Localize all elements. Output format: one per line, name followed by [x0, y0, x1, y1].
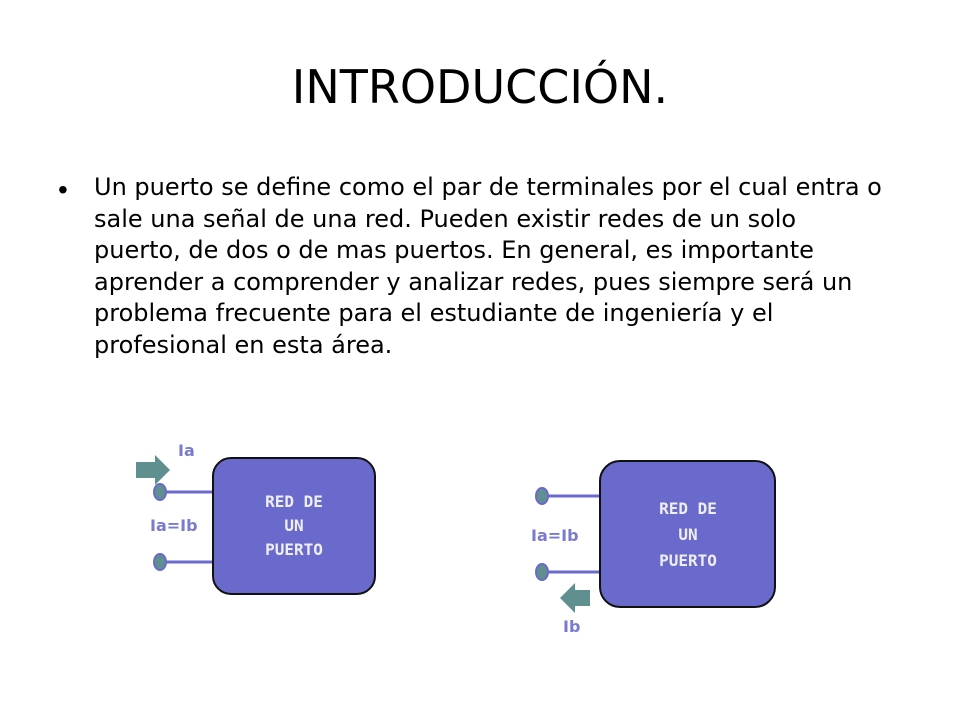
right-equation-label: Ia=Ib	[531, 526, 579, 545]
right-box-line-2: UN	[678, 525, 698, 544]
right-output-arrow-icon	[560, 583, 590, 613]
right-top-terminal-icon	[536, 488, 548, 504]
left-bottom-terminal-icon	[154, 554, 166, 570]
left-box-line-2: UN	[284, 516, 304, 535]
slide-title: INTRODUCCIÓN.	[291, 60, 669, 114]
left-box-line-3: PUERTO	[265, 540, 323, 559]
right-box-line-1: RED DE	[659, 499, 717, 518]
right-bottom-terminal-icon	[536, 564, 548, 580]
right-box-line-3: PUERTO	[659, 551, 717, 570]
left-box-line-1: RED DE	[265, 492, 323, 511]
right-current-label: Ib	[563, 617, 581, 636]
right-port-diagram	[531, 461, 775, 636]
left-input-arrow-icon	[136, 455, 170, 485]
left-top-terminal-icon	[154, 484, 166, 500]
left-current-label: Ia	[178, 441, 195, 460]
bullet-text: Un puerto se define como el par de terminales por el cual entra o sale una señal de una red. Pueden existir redes de un solo puerto, de dos o de mas puertos. En general, es importante aprender a comprender y analizar redes, pues siempre será un problema frecuente para el estudiante de ingeniería y el profesional en esta área.	[94, 173, 882, 359]
bullet-dot-icon: •	[58, 174, 68, 205]
left-equation-label: Ia=Ib	[150, 516, 198, 535]
left-port-diagram	[136, 441, 375, 594]
